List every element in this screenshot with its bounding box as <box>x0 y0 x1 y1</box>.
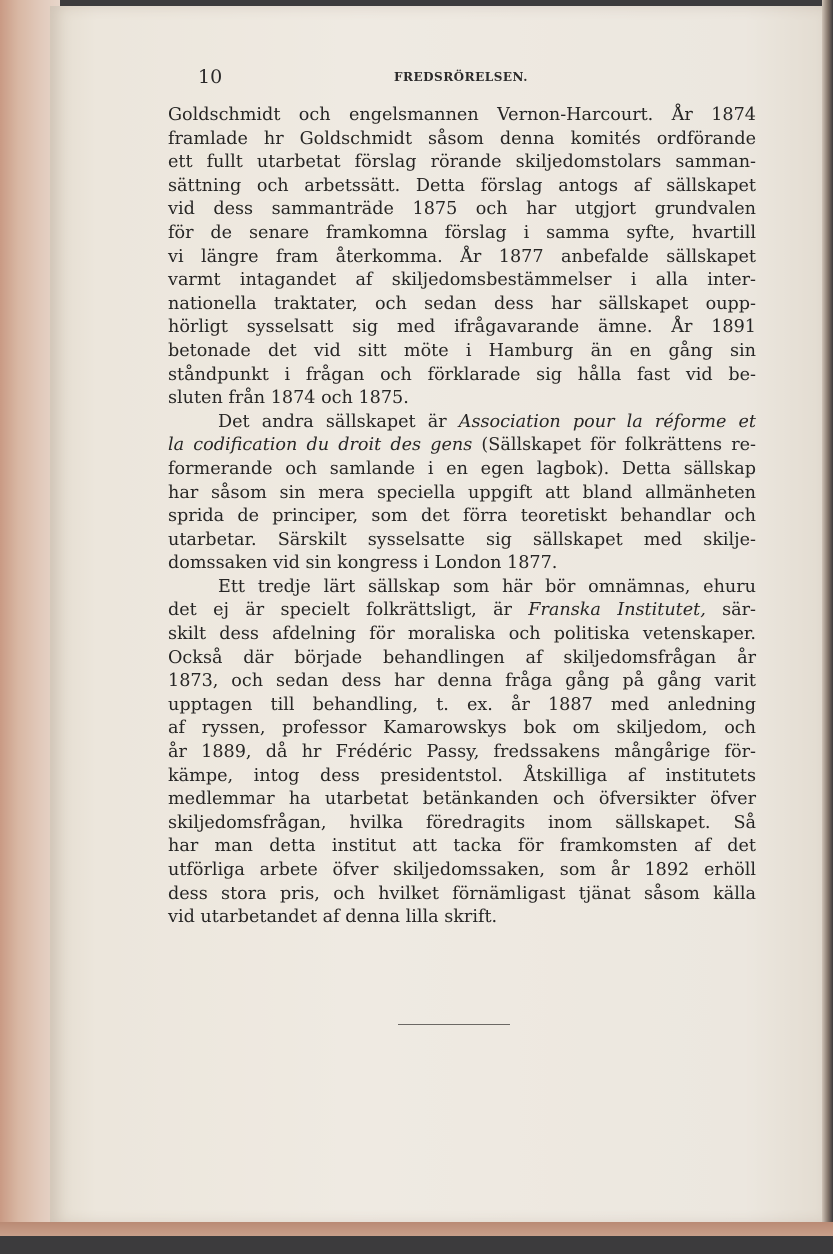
text-run: sär- <box>705 600 756 621</box>
text-line <box>168 411 756 435</box>
text-line: sprida de principer, som det förra teoretiskt behandlar och <box>168 506 756 527</box>
text-line: framlade hr Goldschmidt såsom denna komités ordförande <box>168 128 756 149</box>
text-line: sättning och arbetssätt. Detta förslag antogs af sällskapet <box>168 175 756 196</box>
italic-title: la codification du droit des gens <box>168 435 473 456</box>
text-line: utarbetar. Särskilt sysselsatte sig sällskapet med skilje- <box>168 529 756 550</box>
text-line: kämpe, intog dess presidentstol. Åtskilliga af institutets <box>168 765 756 786</box>
page-header <box>198 66 758 90</box>
text-line: nationella traktater, och sedan dess har sällskapet oupp- <box>168 293 756 314</box>
text-line: skilt dess afdelning för moraliska och politiska vetenskaper. <box>168 624 756 645</box>
text-line <box>168 434 756 458</box>
text-run: (Sällskapet för folkrättens re- <box>472 435 756 456</box>
text-line: upptagen till behandling, t. ex. år 1887 med anledning <box>168 694 756 715</box>
text-line: hörligt sysselsatt sig med ifrågavarande ämne. År 1891 <box>168 317 756 338</box>
text-line: ståndpunkt i frågan och förklarade sig hålla fast vid be- <box>168 364 756 385</box>
text-run: det ej är specielt folkrättsligt, är <box>168 600 529 621</box>
text-run: Det andra sällskapet är <box>218 411 459 432</box>
text-line: medlemmar ha utarbetat betänkanden och öfversikter öfver <box>168 789 756 810</box>
italic-title: Association pour la réforme et <box>458 411 756 432</box>
text-line: ett fullt utarbetat förslag rörande skiljedomstolars samman- <box>168 152 756 173</box>
text-line: varmt intagandet af skiljedomsbestämmelser i alla inter- <box>168 270 756 291</box>
text-line: betonade det vid sitt möte i Hamburg än en gång sin <box>168 340 756 361</box>
italic-title: Franska Institutet, <box>528 600 706 621</box>
section-divider <box>398 1024 510 1025</box>
text-line: sluten från 1874 och 1875. <box>168 388 409 409</box>
text-line: dess stora pris, och hvilket förnämligast tjänat såsom källa <box>168 883 756 904</box>
text-line: af ryssen, professor Kamarowskys bok om skiljedom, och <box>168 718 756 739</box>
running-head: FREDSRÖRELSEN. <box>394 70 528 84</box>
body-text <box>168 104 756 930</box>
text-line: domssaken vid sin kongress i London 1877. <box>168 553 558 574</box>
page-number: 10 <box>198 66 223 88</box>
text-line: har såsom sin mera speciella uppgift att bland allmänheten <box>168 482 756 503</box>
text-line: har man detta institut att tacka för framkomsten af det <box>168 836 756 857</box>
text-line: Goldschmidt och engelsmannen Vernon-Harcourt. År 1874 <box>168 105 756 125</box>
text-line: 1873, och sedan dess har denna fråga gång på gång varit <box>168 671 756 692</box>
text-line: för de senare framkomna förslag i samma syfte, hvartill <box>168 222 756 243</box>
text-line: vid dess sammanträde 1875 och har utgjort grundvalen <box>168 199 756 220</box>
page-right-edge <box>822 0 833 1236</box>
book-bottom-edge <box>0 1222 833 1236</box>
text-line: år 1889, då hr Frédéric Passy, fredssakens mångårige för- <box>168 742 756 763</box>
text-line: vid utarbetandet af denna lilla skrift. <box>168 907 498 928</box>
text-line: vi längre fram återkomma. År 1877 anbefalde sällskapet <box>168 246 756 267</box>
text-line: utförliga arbete öfver skiljedomssaken, som år 1892 erhöll <box>168 860 756 880</box>
text-line: skiljedomsfrågan, hvilka föredragits inom sällskapet. Så <box>168 812 756 833</box>
text-line: formerande och samlande i en egen lagbok). Detta sällskap <box>168 458 756 479</box>
text-line <box>168 599 756 623</box>
text-line: Också där började behandlingen af skiljedomsfrågan år <box>168 647 756 668</box>
text-line: Ett tredje lärt sällskap som här bör omnämnas, ehuru <box>218 576 756 597</box>
